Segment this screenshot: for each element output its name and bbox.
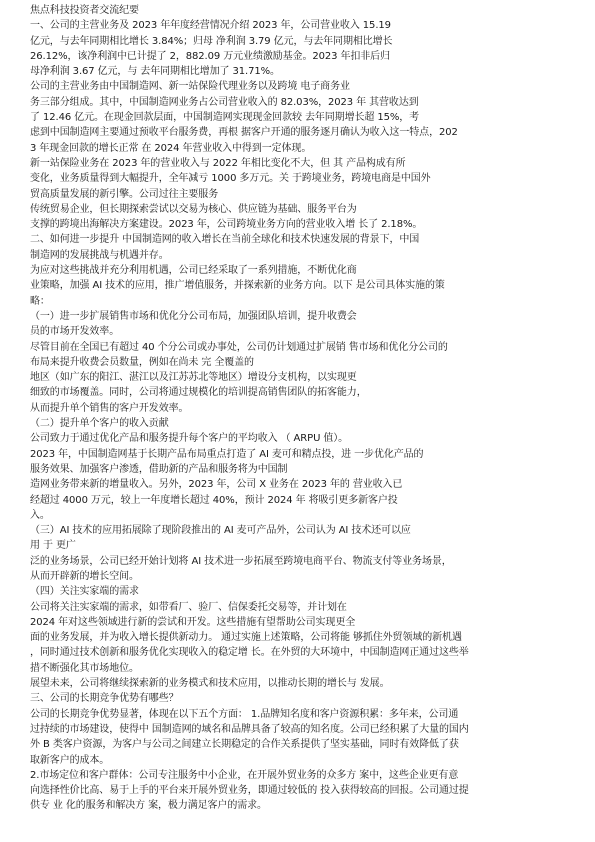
text-line: 外 B 类客户资源，为客户与公司之间建立长期稳定的合作关系提供了坚实基础，同时有效降低了获 [30, 739, 459, 751]
text-line: 2023 年，中国制造网基于长期产品布局重点打造了 AI 麦可和精点投，进 一步优化产品的 [30, 448, 424, 460]
text-line: 略： [30, 295, 50, 307]
text-line: 变化，业务质量得到大幅提升，全年减亏 1000 多万元。关 于跨境业务，跨境电商是中国外 [30, 173, 431, 185]
text-line: 公司将关注实家端的需求，如带看厂、验厂、信保委托交易等，并计划在 [30, 601, 347, 613]
text-line: 入。 [30, 509, 50, 521]
text-line: 措不断强化其市场地位。 [30, 662, 139, 674]
text-line: 服务效果、加强客户渗透，借助新的产品和服务将为中国制 [30, 463, 288, 475]
text-line: 布局来提升收费会员数量，例如在尚未 完 全覆盖的 [30, 356, 254, 368]
subsection-heading: （四）关注实家端的需求 [30, 586, 139, 598]
text-line: 一、公司的主营业务及 2023 年年度经营情况介绍 2023 年，公司营业收入 15.19 [30, 20, 391, 32]
text-line: 贸高质量发展的新引擎。公司过往主要服务 [30, 188, 219, 200]
text-line: 为应对这些挑战并充分利用机遇，公司已经采取了一系列措施，不断优化商 [30, 265, 357, 277]
subsection-heading: （三）AI 技术的应用拓展除了现阶段推出的 AI 麦可产品外，公司认为 AI 技术还可以应 [30, 525, 411, 537]
text-line: 员的市场开发效率。 [30, 326, 120, 338]
text-line: 经超过 4000 万元，较上一年度增长超过 40%，预计 2024 年 将吸引更多新客户投 [30, 494, 398, 506]
text-line: 取新客户的成本。 [30, 754, 110, 766]
text-line: 公司的长期竞争优势显著，体现在以下五个方面： 1.品牌知名度和客户资源积累：多年来，公司通 [30, 708, 459, 720]
text-line: ，同时通过技术创新和服务优化实现收入的稳定增 长。在外贸的大环境中，中国制造网正通过这些举 [30, 647, 469, 659]
text-line: 展望未来，公司将继续探索新的业务模式和技术应用，以推动长期的增长与 发展。 [30, 678, 390, 690]
text-line: 造网业务带来新的增量收入。另外，2023 年，公司 X 业务在 2023 年的 营业收入已 [30, 479, 403, 491]
text-line: 过持续的市场建设，使得中 国制造网的域名和品牌具备了较高的知名度。公司已经积累了大量的国内 [30, 723, 469, 735]
text-line: 制造网的发展挑战与机遇并存。 [30, 249, 169, 261]
text-line: 支撑的跨境出海解决方案建设。2023 年，公司跨境业务方向的营业收入增 长了 2.18%。 [30, 219, 423, 231]
text-line: 虑到中国制造网主要通过预收平台服务费，再根 据客户开通的服务逐月确认为收入这一特点，202 [30, 127, 458, 139]
subsection-heading: （一）进一步扩展销售市场和优化分公司布局，加强团队培训，提升收费会 [30, 310, 357, 322]
subsection-heading: （二）提升单个客户的收入贡献 [30, 418, 169, 430]
text-line: 泛的业务场景，公司已经开始计划将 AI 技术进一步拓展至跨境电商平台、物流支付等业务场景， [30, 555, 452, 567]
text-line: 业策略，加强 AI 技术的应用，推广增值服务，并探索新的业务方向。以下 是公司具体实施的策 [30, 280, 445, 292]
text-line: 地区（如广东的阳江、湛江以及江苏苏北等地区）增设分支机构，以实现更 [30, 372, 357, 384]
text-line: 2024 年对这些领域进行新的尝试和开发。这些措施有望帮助公司实现更全 [30, 616, 356, 628]
text-line: 从而开辟新的增长空间。 [30, 570, 139, 582]
text-line: 公司致力于通过优化产品和服务提升每个客户的平均收入 （ ARPU 值）。 [30, 433, 349, 445]
text-line: 新一站保险业务在 2023 年的营业收入与 2022 年相比变化不大，但 其 产品构成有所 [30, 157, 406, 169]
text-line: 供专 业 化的服务和解决方 案，极力满足客户的需求。 [30, 800, 267, 812]
text-line: 亿元，与去年同期相比增长 3.84%；归母 净利润 3.79 亿元，与去年同期相比增长 [30, 35, 393, 47]
text-line: 务三部分组成。其中，中国制造网业务占公司营业收入的 82.03%，2023 年 其营收达到 [30, 96, 419, 108]
text-line: 细致的市场覆盖。同时，公司将通过规模化的培训提高销售团队的拓客能力， [30, 387, 367, 399]
text-line: 了 12.46 亿元。在现金回款层面，中国制造网实现现金回款较 去年同期增长超 15%，考 [30, 112, 420, 124]
text-line: 公司的主营业务由中国制造网、新一站保险代理业务以及跨境 电子商务业 [30, 81, 350, 93]
text-line: 2.市场定位和客户群体：公司专注服务中小企业，在开展外贸业务的众多方 案中，这些企业更有意 [30, 769, 459, 781]
text-line: 向选择性价比高、易于上手的平台来开展外贸业务，即通过较低的 投入获得较高的回报。公司通过提 [30, 785, 469, 797]
text-line: 母净利润 3.67 亿元，与 去年同期相比增加了 31.71%。 [30, 66, 280, 78]
document-page [30, 3, 578, 814]
text-line: 3 年现金回款的增长正常 在 2024 年营业收入中得到一定体现。 [30, 142, 312, 154]
text-line: 面的业务发展，并为收入增长提供新动力。 通过实施上述策略，公司将能 够抓住外贸领域的新机遇 [30, 632, 462, 644]
text-line: 从而提升单个销售的客户开发效率。 [30, 402, 189, 414]
section-heading: 三、公司的长期竞争优势有哪些？ [30, 693, 179, 705]
text-line: 用 于 更广 [30, 540, 76, 552]
section-heading: 二、如何进一步提升 中国制造网的收入增长在当前全球化和技术快速发展的背景下，中国 [30, 234, 420, 246]
text-line: 26.12%，该净利润中已计提了 2，882.09 万元业绩激励基金。2023 年扣非后归 [30, 50, 390, 62]
text-line: 传统贸易企业，但长期探索尝试以交易为核心、供应链为基础、服务平台为 [30, 203, 357, 215]
document-title: 焦点科技投资者交流纪要 [30, 5, 139, 16]
text-line: 尽管目前在全国已有超过 40 个分公司或办事处，公司仍计划通过扩展销 售市场和优化分公司的 [30, 341, 448, 353]
